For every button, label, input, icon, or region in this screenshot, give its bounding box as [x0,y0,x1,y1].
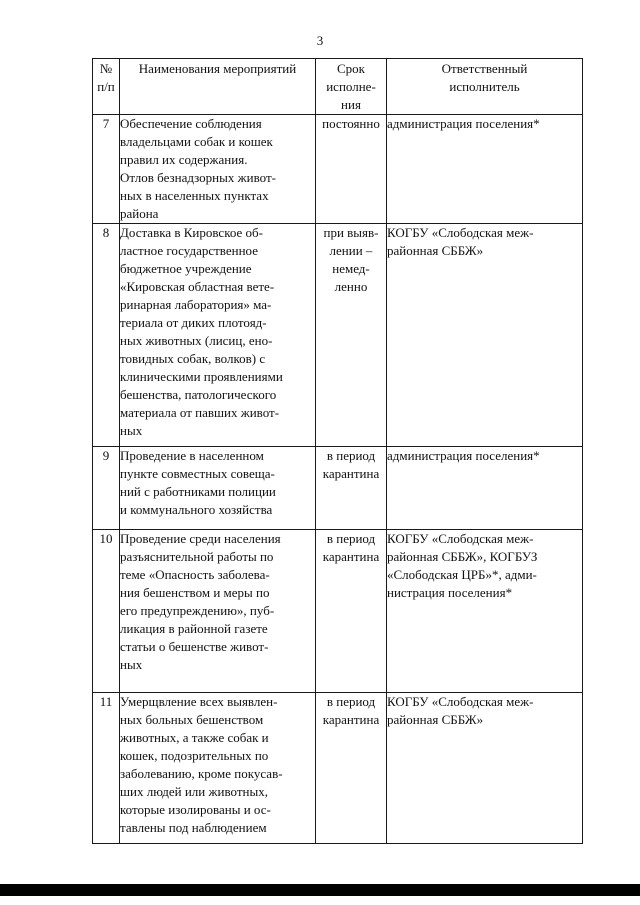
measure-line: Отлов безнадзорных живот- [120,170,276,185]
responsible-line: нистрация поселения* [387,585,513,600]
header-responsible-line: исполнитель [449,79,520,94]
term-line: в период [326,531,376,546]
responsible-line: КОГБУ «Слободская меж- [387,694,534,709]
measure-line: кошек, подозрительных по [120,748,269,763]
header-term-line: Срок [337,61,365,76]
responsible-line: КОГБУ «Слободская меж- [387,225,534,240]
responsible-line: районная СББЖ» [387,712,484,727]
header-num-line: п/п [97,79,115,94]
responsible [387,115,583,224]
term-line: в период [326,448,376,463]
term-line: ленно [334,279,368,294]
measures-table [92,58,583,844]
measure-name [120,693,316,844]
responsible-line: районная СББЖ», КОГБУЗ [387,549,538,564]
measure-line: ринарная лаборатория» ма- [120,297,272,312]
header-term-line: исполне- [326,79,376,94]
measure-line: тавлены под наблюдением [120,820,267,835]
header-name-line: Наименования мероприятий [138,61,297,76]
responsible [387,530,583,693]
measure-line: его предупреждению», пуб- [120,603,275,618]
term-line: карантина [322,549,380,564]
measure-name [120,530,316,693]
table-row [93,447,583,530]
measure-name [120,115,316,224]
measure-line: ных в населенных пунктах [120,188,269,203]
responsible [387,693,583,844]
table-row [93,530,583,693]
header-responsible [387,59,583,115]
measure-line: теме «Опасность заболева- [120,567,270,582]
measure-line: которые изолированы и ос- [120,802,271,817]
measure-line: ных [120,423,143,438]
row-number [93,447,120,530]
row-number [93,530,120,693]
responsible-line: администрация поселения* [387,116,540,131]
responsible [387,224,583,447]
measure-line: «Кировская областная вете- [120,279,275,294]
row-number [93,693,120,844]
table-row [93,115,583,224]
row-number-text: 9 [102,448,110,463]
measure-line: ний с работниками полиции [120,484,276,499]
term-line: при выяв- [323,225,379,240]
term-line: карантина [322,466,380,481]
measure-line: владельцами собак и кошек [120,134,273,149]
measure-line: клиническими проявлениями [120,369,283,384]
responsible-line: администрация поселения* [387,448,540,463]
measure-line: статьи о бешенстве живот- [120,639,269,654]
measure-line: ликация в районной газете [120,621,268,636]
header-num-line: № [99,61,113,76]
header-responsible-line: Ответственный [441,61,528,76]
responsible [387,447,583,530]
measure-line: разъяснительной работы по [120,549,274,564]
measure-line: ных животных (лисиц, ено- [120,333,273,348]
header-term-line: ния [341,97,361,112]
measure-line: пункте совместных совеща- [120,466,275,481]
measure-line: ния бешенством и меры по [120,585,270,600]
measure-name [120,447,316,530]
scan-edge-bar [0,884,640,896]
responsible-line: районная СББЖ» [387,243,484,258]
header-term [316,59,387,115]
measure-line: Умерщвление всех выявлен- [120,694,278,709]
measure-line: и коммунального хозяйства [120,502,273,517]
row-number-text: 8 [102,225,110,240]
term [316,115,387,224]
measure-line: ших людей или животных, [120,784,268,799]
measure-line: правил их содержания. [120,152,248,167]
measure-line: бешенства, патологического [120,387,277,402]
measure-line: ных больных бешенством [120,712,264,727]
row-number-text: 10 [99,531,113,546]
term-line: карантина [322,712,380,727]
measure-line: бюджетное учреждение [120,261,252,276]
table-row [93,224,583,447]
measure-line: Проведение среди населения [120,531,281,546]
row-number-text: 7 [102,116,110,131]
measure-line: ных [120,657,143,672]
measure-name [120,224,316,447]
responsible-line: «Слободская ЦРБ»*, адми- [387,567,537,582]
measure-line: товидных собак, волков) с [120,351,266,366]
term-line: лении – [329,243,373,258]
term [316,224,387,447]
measure-line: материала от павших живот- [120,405,280,420]
term [316,447,387,530]
measure-line: териала от диких плотояд- [120,315,267,330]
responsible-line: КОГБУ «Слободская меж- [387,531,534,546]
header-num [93,59,120,115]
measure-line: Обеспечение соблюдения [120,116,262,131]
table-header-row [93,59,583,115]
measure-line: ластное государственное [120,243,258,258]
term-line: в период [326,694,376,709]
term-line: немед- [332,261,370,276]
table-row [93,693,583,844]
measure-line: Доставка в Кировское об- [120,225,263,240]
measure-line: заболеванию, кроме покусав- [120,766,283,781]
row-number [93,115,120,224]
term-line: постоянно [322,116,380,131]
row-number [93,224,120,447]
header-name [120,59,316,115]
measure-line: района [120,206,159,221]
term [316,693,387,844]
measure-line: животных, а также собак и [120,730,269,745]
term [316,530,387,693]
row-number-text: 11 [99,694,113,709]
page-number: 3 [316,33,324,48]
measure-line: Проведение в населенном [120,448,264,463]
